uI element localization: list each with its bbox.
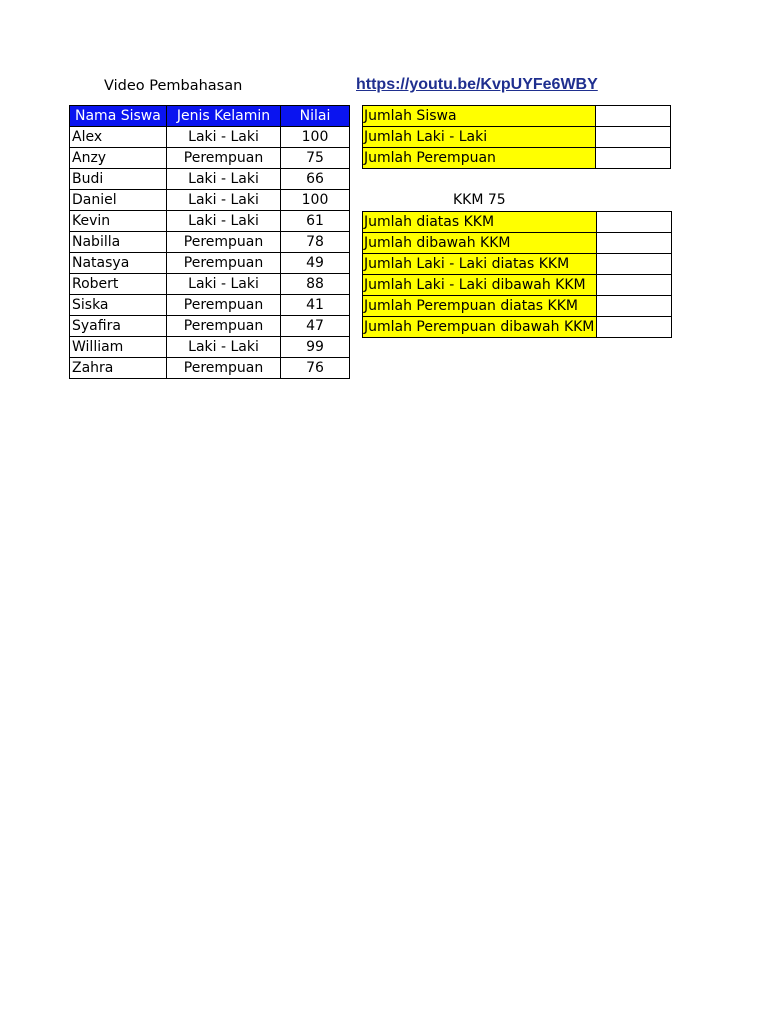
summary-row: [363, 212, 672, 233]
cell-score[interactable]: 100: [281, 127, 350, 148]
cell-score[interactable]: 100: [281, 190, 350, 211]
cell-score[interactable]: 61: [281, 211, 350, 232]
summary-row: [363, 106, 671, 127]
cell-gender[interactable]: Laki - Laki: [167, 127, 281, 148]
summary-label: Jumlah Perempuan: [363, 148, 596, 169]
cell-gender[interactable]: Laki - Laki: [167, 190, 281, 211]
cell-gender[interactable]: Perempuan: [167, 295, 281, 316]
cell-gender[interactable]: Perempuan: [167, 316, 281, 337]
cell-score[interactable]: 88: [281, 274, 350, 295]
summary-value-cell[interactable]: [597, 254, 672, 275]
cell-gender[interactable]: Perempuan: [167, 253, 281, 274]
summary-label: Jumlah Laki - Laki: [363, 127, 596, 148]
cell-name[interactable]: Zahra: [70, 358, 167, 379]
summary-label: Jumlah Perempuan diatas KKM: [363, 296, 597, 317]
summary-row: [363, 148, 671, 169]
cell-score[interactable]: 78: [281, 232, 350, 253]
table-row: [70, 127, 350, 148]
summary-value-cell[interactable]: [597, 212, 672, 233]
cell-name[interactable]: Anzy: [70, 148, 167, 169]
cell-gender[interactable]: Laki - Laki: [167, 337, 281, 358]
cell-score[interactable]: 49: [281, 253, 350, 274]
table-row: [70, 358, 350, 379]
cell-gender[interactable]: Laki - Laki: [167, 169, 281, 190]
summary-label: Jumlah dibawah KKM: [363, 233, 597, 254]
video-label: Video Pembahasan: [104, 78, 243, 94]
cell-name[interactable]: Nabilla: [70, 232, 167, 253]
cell-name[interactable]: Natasya: [70, 253, 167, 274]
summary-label: Jumlah Siswa: [363, 106, 596, 127]
summary-row: [363, 317, 672, 338]
cell-score[interactable]: 76: [281, 358, 350, 379]
summary-value-cell[interactable]: [597, 317, 672, 338]
cell-score[interactable]: 47: [281, 316, 350, 337]
column-header-gender: Jenis Kelamin: [167, 106, 281, 127]
students-table: [69, 105, 350, 379]
summary-row: [363, 275, 672, 296]
table-row: [70, 274, 350, 295]
table-row: [70, 337, 350, 358]
cell-name[interactable]: Siska: [70, 295, 167, 316]
cell-score[interactable]: 75: [281, 148, 350, 169]
summary-count-table: [362, 105, 671, 169]
summary-kkm-table: [362, 211, 672, 338]
summary-label: Jumlah Laki - Laki dibawah KKM: [363, 275, 597, 296]
summary-value-cell[interactable]: [596, 148, 671, 169]
table-row: [70, 253, 350, 274]
kkm-label: KKM 75: [453, 192, 506, 208]
summary-value-cell[interactable]: [597, 296, 672, 317]
cell-name[interactable]: Robert: [70, 274, 167, 295]
summary-row: [363, 254, 672, 275]
cell-gender[interactable]: Perempuan: [167, 148, 281, 169]
cell-name[interactable]: William: [70, 337, 167, 358]
video-link[interactable]: https://youtu.be/KvpUYFe6WBY: [356, 76, 598, 93]
cell-score[interactable]: 66: [281, 169, 350, 190]
summary-row: [363, 233, 672, 254]
table-row: [70, 211, 350, 232]
cell-gender[interactable]: Laki - Laki: [167, 274, 281, 295]
summary-value-cell[interactable]: [597, 233, 672, 254]
column-header-name: Nama Siswa: [70, 106, 167, 127]
cell-name[interactable]: Alex: [70, 127, 167, 148]
table-row: [70, 295, 350, 316]
students-header-row: [70, 106, 350, 127]
table-row: [70, 316, 350, 337]
cell-name[interactable]: Daniel: [70, 190, 167, 211]
summary-value-cell[interactable]: [597, 275, 672, 296]
cell-gender[interactable]: Perempuan: [167, 358, 281, 379]
cell-score[interactable]: 99: [281, 337, 350, 358]
table-row: [70, 232, 350, 253]
cell-gender[interactable]: Perempuan: [167, 232, 281, 253]
cell-gender[interactable]: Laki - Laki: [167, 211, 281, 232]
table-row: [70, 190, 350, 211]
cell-name[interactable]: Budi: [70, 169, 167, 190]
column-header-score: Nilai: [281, 106, 350, 127]
cell-name[interactable]: Syafira: [70, 316, 167, 337]
summary-row: [363, 127, 671, 148]
cell-score[interactable]: 41: [281, 295, 350, 316]
cell-name[interactable]: Kevin: [70, 211, 167, 232]
summary-value-cell[interactable]: [596, 106, 671, 127]
summary-label: Jumlah Perempuan dibawah KKM: [363, 317, 597, 338]
summary-value-cell[interactable]: [596, 127, 671, 148]
summary-label: Jumlah diatas KKM: [363, 212, 597, 233]
table-row: [70, 169, 350, 190]
summary-row: [363, 296, 672, 317]
table-row: [70, 148, 350, 169]
summary-label: Jumlah Laki - Laki diatas KKM: [363, 254, 597, 275]
